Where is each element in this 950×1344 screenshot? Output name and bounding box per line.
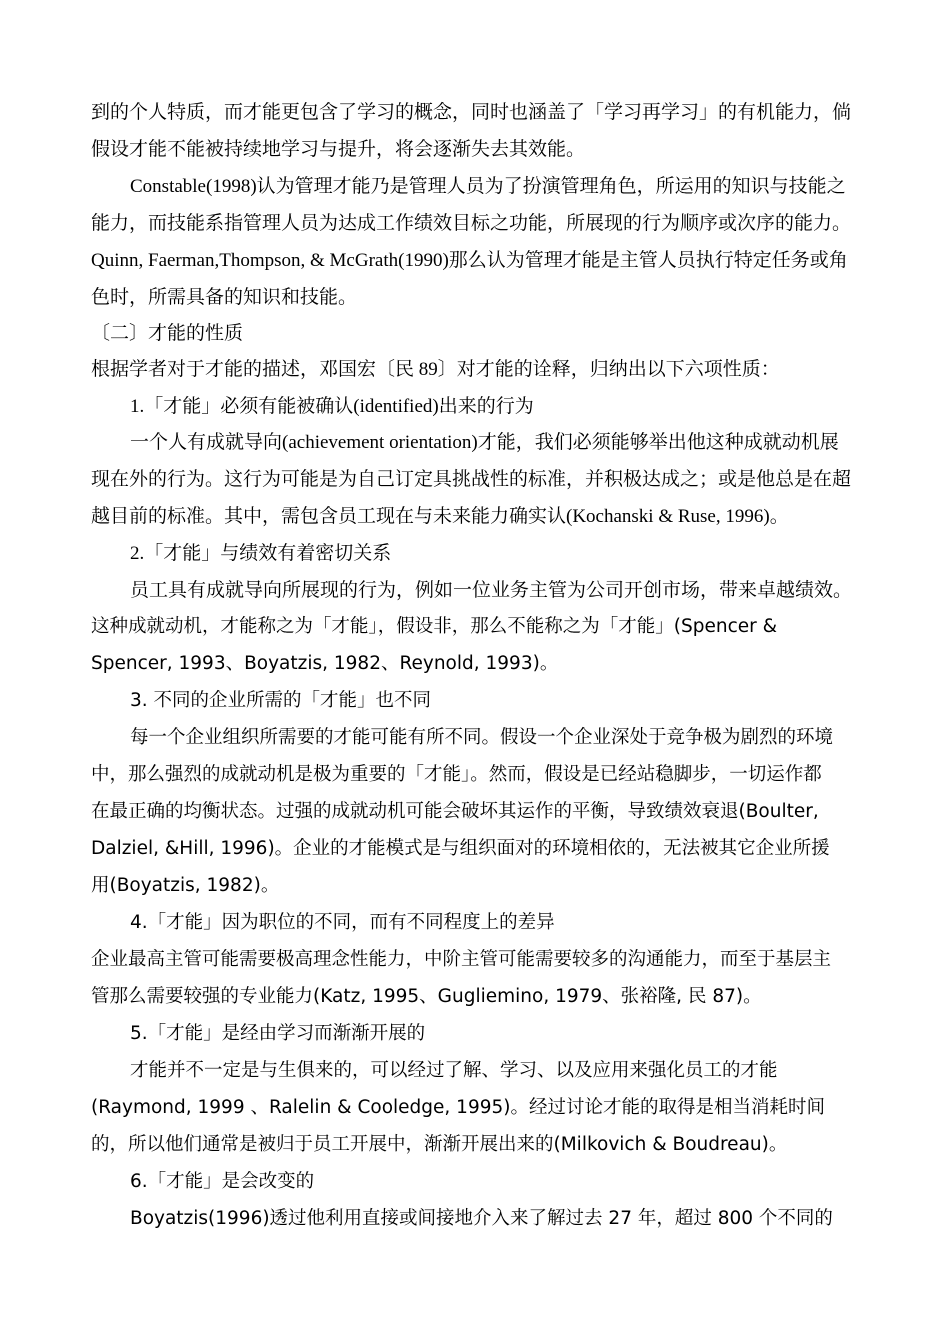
- text-line: 假设才能不能被持续地学习与提升，将会逐渐失去其效能。: [91, 139, 586, 160]
- text-line: Boyatzis(1996)透过他利用直接或间接地介入来了解过去 27 年，超过 800 个不同的: [130, 1208, 833, 1229]
- list-item-heading: 5.「才能」是经由学习而渐渐开展的: [130, 1023, 426, 1044]
- text-line: 根据学者对于才能的描述，邓国宏〔民 89〕对才能的诠释，归纳出以下六项性质：: [91, 359, 780, 380]
- text-line: Spencer, 1993、Boyatzis, 1982、Reynold, 1993)。: [91, 653, 559, 674]
- text-line: Dalziel, &Hill, 1996)。企业的才能模式是与组织面对的环境相依的，无法被其它企业所援: [91, 838, 830, 859]
- text-line: 到的个人特质，而才能更包含了学习的概念，同时也涵盖了「学习再学习」的有机能力，倘: [91, 102, 852, 123]
- text-line: Quinn, Faerman,Thompson, & McGrath(1990)那么认为管理才能是主管人员执行特定任务或角: [91, 250, 848, 271]
- list-item-heading: 6.「才能」是会改变的: [130, 1171, 315, 1192]
- text-line: 能力，而技能系指管理人员为达成工作绩效目标之功能，所展现的行为顺序或次序的能力。: [91, 213, 852, 234]
- text-line: Constable(1998)认为管理才能乃是管理人员为了扮演管理角色，所运用的知识与技能之: [130, 176, 846, 197]
- text-line: 员工具有成就导向所展现的行为，例如一位业务主管为公司开创市场，带来卓越绩效。: [130, 580, 853, 601]
- text-line: 越目前的标准。其中，需包含员工现在与未来能力确实认(Kochanski & Ruse, 1996)。: [91, 506, 789, 527]
- section-heading: 〔二〕才能的性质: [91, 323, 244, 344]
- text-line: 用(Boyatzis, 1982)。: [91, 875, 280, 896]
- list-item-heading: 4.「才能」因为职位的不同，而有不同程度上的差异: [130, 912, 555, 933]
- text-line: 现在外的行为。这行为可能是为自己订定具挑战性的标准，并积极达成之；或是他总是在超: [91, 469, 852, 490]
- text-line: 企业最高主管可能需要极高理念性能力，中阶主管可能需要较多的沟通能力，而至于基层主: [91, 949, 832, 970]
- text-line: (Raymond, 1999 、Ralelin & Cooledge, 1995)。经过讨论才能的取得是相当消耗时间: [91, 1097, 825, 1118]
- list-item-heading: 1.「才能」必须有能被确认(identified)出来的行为: [130, 396, 534, 417]
- text-line: 这种成就动机，才能称之为「才能」，假设非，那么不能称之为「才能」(Spencer &: [91, 616, 778, 637]
- text-line: 才能并不一定是与生俱来的，可以经过了解、学习、以及应用来强化员工的才能: [130, 1060, 778, 1081]
- text-line: 在最正确的均衡状态。过强的成就动机可能会破坏其运作的平衡，导致绩效衰退(Boulter,: [91, 801, 819, 822]
- text-line: 每一个企业组织所需要的才能可能有所不同。假设一个企业深处于竞争极为剧烈的环境: [130, 727, 834, 748]
- text-line: 管那么需要较强的专业能力(Katz, 1995、Gugliemino, 1979、张裕隆, 民 87)。: [91, 986, 762, 1007]
- text-line: 一个人有成就导向(achievement orientation)才能，我们必须能够举出他这种成就动机展: [130, 432, 839, 453]
- text-line: 中，那么强烈的成就动机是极为重要的「才能」。然而，假设是已经站稳脚步，一切运作都: [91, 764, 822, 785]
- text-line: 的，所以他们通常是被归于员工开展中，渐渐开展出来的(Milkovich & Boudreau)。: [91, 1134, 788, 1155]
- text-line: 色时，所需具备的知识和技能。: [91, 287, 358, 308]
- list-item-heading: 3. 不同的企业所需的「才能」也不同: [130, 690, 432, 711]
- list-item-heading: 2.「才能」与绩效有着密切关系: [130, 543, 392, 564]
